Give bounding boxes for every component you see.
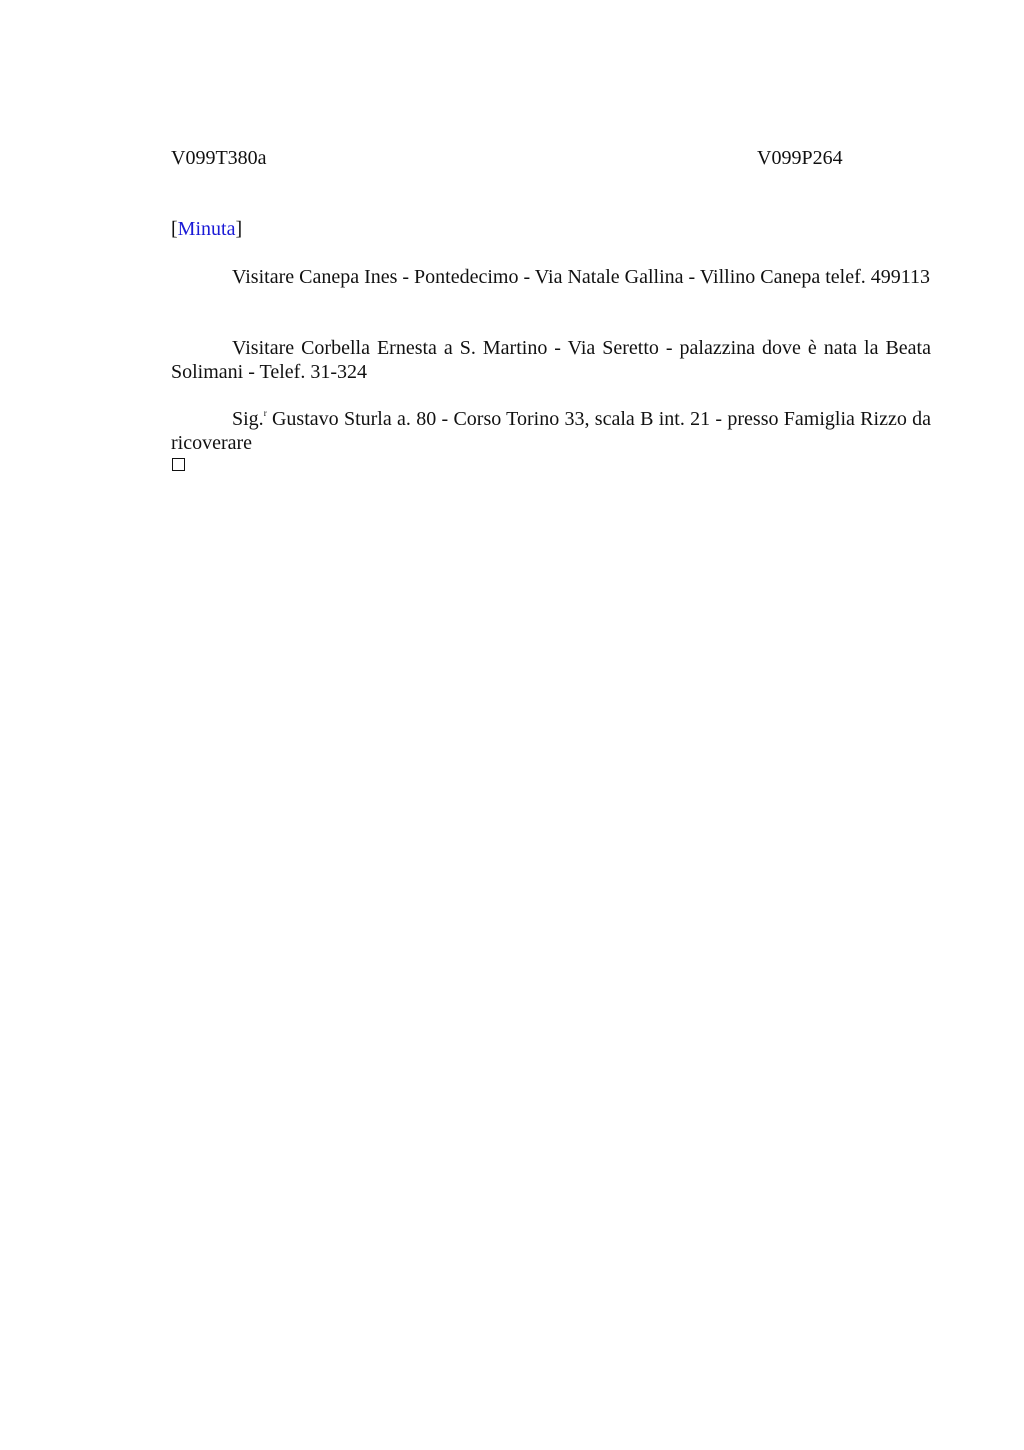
paragraph-visit-canepa: Visitare Canepa Ines - Pontedecimo - Via Natale Gallina - Villino Canepa telef. 499113 <box>232 266 931 288</box>
tag-open-bracket: [ <box>171 218 178 240</box>
paragraph-sturla-rest: Gustavo Sturla a. 80 - Corso Torino 33, scala B int. 21 - presso Famiglia Rizzo da ricoverare <box>171 408 931 454</box>
paragraph-sturla-prefix: Sig. <box>232 408 264 430</box>
minuta-link[interactable]: Minuta <box>177 218 236 240</box>
paragraph-sturla <box>171 407 931 455</box>
paragraph-visit-corbella: Visitare Corbella Ernesta a S. Martino - Via Seretto - palazzina dove è nata la Beata Solimani - Telef. 31-324 <box>171 337 931 383</box>
paragraph-sturla-superscript: r <box>263 408 267 418</box>
tag-close-bracket: ] <box>235 218 243 240</box>
minuta-tag <box>171 217 242 241</box>
document-code-right: V099P264 <box>757 147 843 169</box>
empty-square-icon <box>172 458 185 471</box>
document-code-left: V099T380a <box>171 147 267 169</box>
